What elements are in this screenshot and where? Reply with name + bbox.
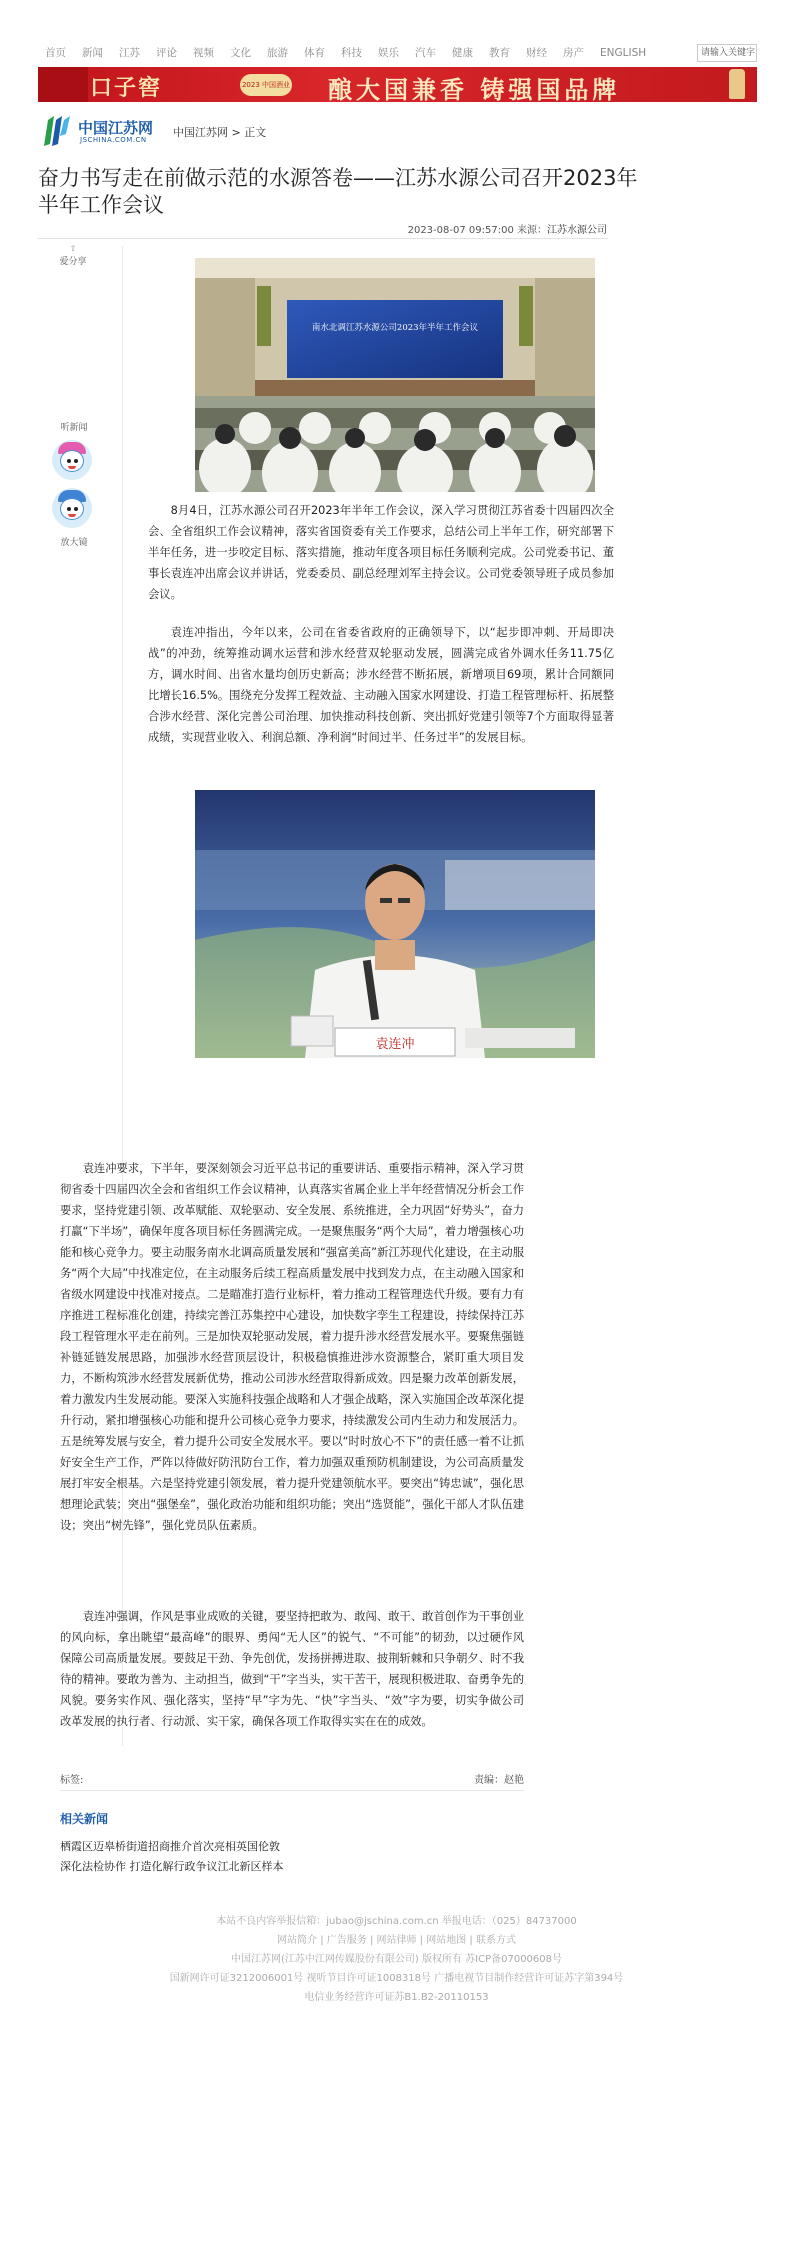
share-label: 爱分享 xyxy=(59,257,87,267)
nav-item[interactable]: ENGLISH xyxy=(600,47,647,59)
top-nav xyxy=(45,44,757,62)
screen-title: 南水北调江苏水源公司2023年半年工作会议 xyxy=(311,323,479,333)
footer-links[interactable]: 网站简介 | 广告服务 | 网站律师 | 网站地图 | 联系方式 xyxy=(277,1935,516,1946)
site-header xyxy=(38,112,757,152)
nav-item[interactable]: 科技 xyxy=(341,47,362,59)
bottle-icon xyxy=(729,69,745,99)
nav-item[interactable]: 汽车 xyxy=(415,47,436,59)
editor-name: 赵艳 xyxy=(504,1775,524,1786)
related-news xyxy=(60,1810,524,1877)
listen-news-icon[interactable] xyxy=(52,440,92,480)
banner-decoration xyxy=(38,67,88,102)
avatar-eye xyxy=(67,459,71,463)
editor-credit xyxy=(474,1771,524,1786)
top-nav-items xyxy=(45,44,757,62)
source-label: 来源： xyxy=(517,225,547,236)
share-icon[interactable]: ⇧ xyxy=(69,244,77,253)
breadcrumb[interactable]: 中国江苏网 > 正文 xyxy=(173,126,267,139)
nav-item[interactable]: 新闻 xyxy=(82,47,103,59)
nav-item[interactable]: 文化 xyxy=(230,47,251,59)
article-datetime: 2023-08-07 09:57:00 xyxy=(407,225,514,236)
title-divider xyxy=(38,238,608,239)
footer-report-line: 本站不良内容举报信箱：jubao@jschina.com.cn 举报电话：（025）84737000 xyxy=(216,1916,577,1927)
footer-copyright: 中国江苏网(江苏中江网传媒股份有限公司) 版权所有 苏ICP备07000608号 xyxy=(230,1954,563,1965)
site-footer xyxy=(0,1912,793,2007)
banner-badge: 2023 中国酒业 xyxy=(240,74,292,96)
speaker-scene xyxy=(195,790,595,1058)
site-logo-icon[interactable] xyxy=(40,114,72,148)
article-meta xyxy=(408,221,607,236)
nav-item[interactable]: 健康 xyxy=(452,47,473,59)
article-paragraph: 袁连冲强调，作风是事业成败的关键，要坚持把敢为、敢闯、敢干、敢首创作为干事创业的风向标，拿出眺望“最高峰”的眼界、勇闯“无人区”的锐气、“不可能”的韧劲，以过硬作风保障公司高质量发展。要鼓足干劲、争先创优，发扬拼搏进取、披荆斩棘和只争朝夕、时不我待的精神。要敢为善为、主动担当，做到“干”字当头，实干苦干，展现积极进取、奋勇争先的风貌。要务实作风、强化落实，坚持“早”字为先、“快”字当头、“效”字为要，切实争做公司改革发展的执行者、行动派、实干家，确保各项工作取得实实在在的成效。 xyxy=(60,1610,524,1728)
article-source[interactable]: 江苏水源公司 xyxy=(547,225,607,236)
nav-item[interactable]: 视频 xyxy=(193,47,214,59)
editor-label: 责编： xyxy=(474,1775,504,1786)
listen-label: 听新闻 xyxy=(60,423,88,433)
banner-slogan: 酿大国兼香 铸强国品牌 xyxy=(328,75,621,102)
search-input[interactable]: 请输入关键字 xyxy=(697,44,757,62)
site-logo-name[interactable]: 中国江苏网 xyxy=(78,119,154,137)
speaker-photo xyxy=(195,790,595,1058)
avatar-eye xyxy=(74,507,78,511)
banner-ad[interactable] xyxy=(38,67,757,102)
meeting-scene xyxy=(195,258,595,492)
share-panel[interactable] xyxy=(55,244,91,267)
footer-telecom-license: 电信业务经营许可证苏B1.B2-20110153 xyxy=(304,1992,489,2003)
nameplate-text: 袁连冲 xyxy=(375,1037,415,1052)
footer-license: 国新网许可证3212006001号 视听节目许可证1008318号 广播电视节目制作经营许可证苏字第394号 xyxy=(169,1973,624,1984)
related-news-link[interactable]: 深化法检协作 打造化解行政争议江北新区样本 xyxy=(60,1860,284,1873)
nav-item[interactable]: 财经 xyxy=(526,47,547,59)
nav-item[interactable]: 江苏 xyxy=(119,47,140,59)
article-title: 奋力书写走在前做示范的水源答卷——江苏水源公司召开2023年半年工作会议 xyxy=(38,166,638,217)
banner-brand: 口子窖 xyxy=(90,76,163,101)
tags-label: 标签: xyxy=(60,1775,84,1786)
related-news-heading: 相关新闻 xyxy=(60,1812,109,1826)
article-paragraph: 袁连冲要求，下半年，要深刻领会习近平总书记的重要讲话、重要指示精神，深入学习贯彻省委十四届四次全会和省组织工作会议精神，认真落实省属企业上半年经营情况分析会工作要求，坚持党建引领、改革赋能、双轮驱动、安全发展、系统推进，全力巩固“好势头”，奋力打赢“下半场”，确保年度各项目标任务圆满完成。一是聚焦服务“两个大局”，着力增强核心功能和核心竞争力。要主动服务南水北调高质量发展和“强富美高”新江苏现代化建设，在主动服务“两个大局”中找准定位，在主动服务后续工程高质量发展中找到发力点，在主动融入国家和省级水网建设中找准对接点。二是瞄准打造行业标杆，着力推动工程管理迭代升级。要有力有序推进工程标准化创建，持续完善江苏集控中心建设，加快数字孪生工程建设，持续保持江苏段工程管理水平走在前列。三是加快双轮驱动发展，着力提升涉水经营发展水平。要聚焦强链补链延链发展思路，加强涉水经营顶层设计，积极稳慎推进涉水资源整合，紧盯重大项目发力，不断构筑涉水经营发展新优势，推动公司涉水经营取得新成效。四是聚力改革创新发展，着力激发内生发展动能。要深入实施科技强企战略和人才强企战略，深入实施国企改革深化提升行动，紧扣增强核心功能和提升公司核心竞争力要求，持续激发公司内生动力和发展活力。五是统筹发展与安全，着力提升公司安全发展水平。要以“时时放心不下”的责任感一着不让抓好安全生产工作，严阵以待做好防汛防台工作，着力加强双重预防机制建设，为公司高质量发展打牢安全根基。六是坚持党建引领发展，着力提升党建领航水平。要突出“铸忠诚”，强化思想理论武装；突出“强堡垒”，强化政治功能和组织功能；突出“选贤能”，强化干部人才队伍建设；突出“树先锋”，强化党员队伍素质。 xyxy=(60,1162,524,1532)
avatar-eye xyxy=(74,459,78,463)
article-tags-row xyxy=(60,1771,524,1789)
nav-item[interactable]: 评论 xyxy=(156,47,177,59)
related-news-link[interactable]: 栖霞区迈皋桥街道招商推介首次亮相英国伦敦 xyxy=(60,1840,280,1853)
meeting-photo xyxy=(195,258,595,492)
article-paragraph: 8月4日，江苏水源公司召开2023年半年工作会议，深入学习贯彻江苏省委十四届四次全会、全省组织工作会议精神，落实省国资委有关工作要求，总结公司上半年工作，研究部署下半年任务，进一步咬定目标、落实措施，推动年度各项目标任务顺利完成。公司党委书记、董事长袁连冲出席会议并讲话，党委委员、副总经理刘军主持会议。公司党委领导班子成员参加会议。 xyxy=(148,504,614,601)
article-paragraph: 袁连冲指出，今年以来，公司在省委省政府的正确领导下，以“起步即冲刺、开局即决战”的冲劲，统筹推动调水运营和涉水经营双轮驱动发展，圆满完成省外调水任务11.75亿方，调水时间、出省水量均创历史新高；涉水经营不断拓展，新增项目69项，累计合同额同比增长16.5%。围绕充分发挥工程效益、主动融入国家水网建设、打造工程管理标杆、拓展整合涉水经营、深化完善公司治理、加快推动科技创新、突出抓好党建引领等7个方面取得显著成绩，实现营业收入、利润总额、净利润“时间过半、任务过半”的发展目标。 xyxy=(148,626,614,744)
zoom-label: 放大镜 xyxy=(60,538,88,548)
nav-item[interactable]: 首页 xyxy=(45,47,66,59)
nav-item[interactable]: 房产 xyxy=(563,47,584,59)
tags-divider xyxy=(60,1790,524,1791)
nav-item[interactable]: 教育 xyxy=(489,47,510,59)
avatar-eye xyxy=(67,507,71,511)
site-logo-domain: JSCHINA.COM.CN xyxy=(80,136,147,144)
nav-item[interactable]: 娱乐 xyxy=(378,47,399,59)
nav-item[interactable]: 旅游 xyxy=(267,47,288,59)
magnifier-icon[interactable] xyxy=(52,488,92,528)
nav-item[interactable]: 体育 xyxy=(304,47,325,59)
